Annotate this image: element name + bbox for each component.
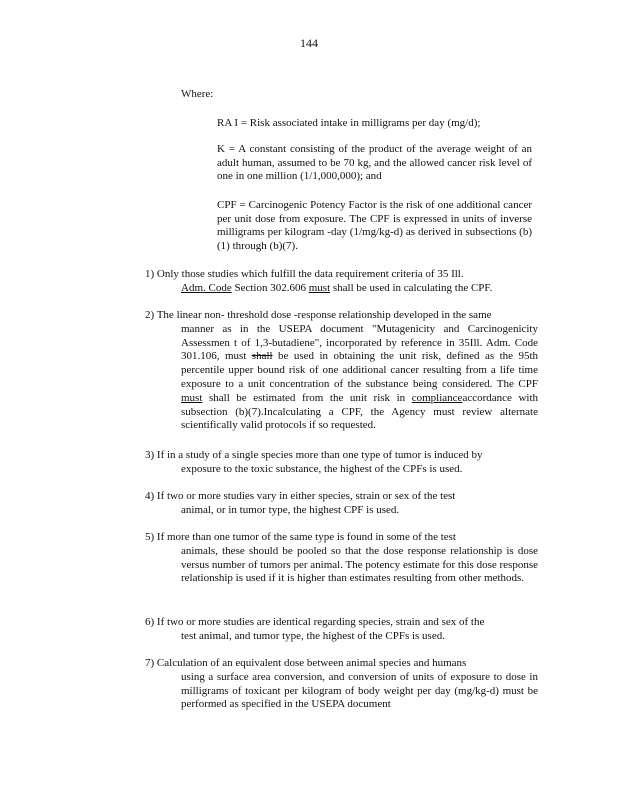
item-5: [145, 531, 538, 586]
definition-cpf: CPF = Carcinogenic Potency Factor is the risk of one additional cancer per unit dose from exposure. The CPF is expressed in units of inverse milligrams per kilogram -day (1/mg/kg-d) as derived in subsections (b)(1) through (b)(7).: [217, 199, 532, 252]
adm-code-underlined: Adm. Code: [181, 281, 232, 294]
item-6: [145, 616, 538, 644]
where-label: Where:: [181, 88, 214, 100]
item-4-first-line: 4) If two or more studies vary in either species, strain or sex of the test: [145, 490, 456, 502]
item-3: [145, 449, 538, 477]
item-7-continuation: using a surface area conversion, and conversion of units of exposure to dose in milligrams of toxicant per kilogram of body weight per day (mg/kg-d) must be performed as specified in the USEPA document: [181, 670, 538, 711]
item-3-continuation: exposure to the toxic substance, the highest of the CPFs is used.: [181, 462, 463, 475]
item-1-continuation: [145, 282, 538, 296]
definition-k: K = A constant consisting of the product of the average weight of an adult human, assumed to be 70 kg, and the allowed cancer risk level of one in one million (1/1,000,000); and: [217, 143, 532, 183]
must-underlined: must: [181, 391, 203, 404]
item-2-first-line: 2) The linear non- threshold dose -response relationship developed in the same: [145, 309, 492, 321]
item-2-text-a: manner as in the USEPA document "Mutagenicity and Carcinogenicity Assessmen t of 1,3-butadiene", incorporated by reference in 35Ill. Adm. Code 301.106, must: [181, 322, 538, 363]
item-2-continuation: [145, 323, 538, 433]
item-1-first-line: 1) Only those studies which fulfill the data requirement criteria of 35 Ill.: [145, 268, 464, 280]
item-7-first-line: 7) Calculation of an equivalent dose between animal species and humans: [145, 657, 467, 669]
item-2-text-c: shall be estimated from the unit risk in: [208, 391, 406, 404]
item-6-continuation: test animal, and tumor type, the highest of the CPFs is used.: [181, 629, 445, 642]
definition-rai: RA I = Risk associated intake in milligrams per day (mg/d);: [217, 117, 481, 129]
item-1-rest: shall be used in calculating the CPF.: [332, 281, 493, 294]
item-4-continuation: animal, or in tumor type, the highest CPF is used.: [181, 503, 400, 516]
page-number: 144: [300, 36, 318, 50]
item-7: [145, 657, 538, 712]
item-3-first-line: 3) If in a study of a single species more than one type of tumor is induced by: [145, 449, 483, 461]
item-2: [145, 309, 538, 433]
item-1: [145, 268, 538, 296]
item-5-continuation: animals, these should be pooled so that the dose response relationship is dose versus number of tumors per animal. The potency estimate for this dose response relationship is used if it is higher than estimates resulting from other methods.: [181, 544, 538, 585]
item-6-first-line: 6) If two or more studies are identical regarding species, strain and sex of the: [145, 616, 485, 628]
shall-struck: shall: [251, 350, 273, 363]
section-ref: Section 302.606: [234, 281, 306, 294]
item-5-first-line: 5) If more than one tumor of the same type is found in some of the test: [145, 531, 456, 543]
item-2-text-b: be used in obtaining the unit risk, defined as the 95th percentile upper bound risk of one additional cancer resulting from a life time exposure to a unit concentration of the substance being considered. The CPF: [181, 350, 539, 390]
compliance-underlined: compliance: [411, 391, 463, 404]
item-2-text-d: accordance with subsection (b)(7).Incalculating a CPF, the Agency must review alternate scientifically valid protocols if so requested.: [181, 391, 539, 432]
must-underlined: must: [308, 281, 331, 294]
item-4: [145, 490, 538, 518]
